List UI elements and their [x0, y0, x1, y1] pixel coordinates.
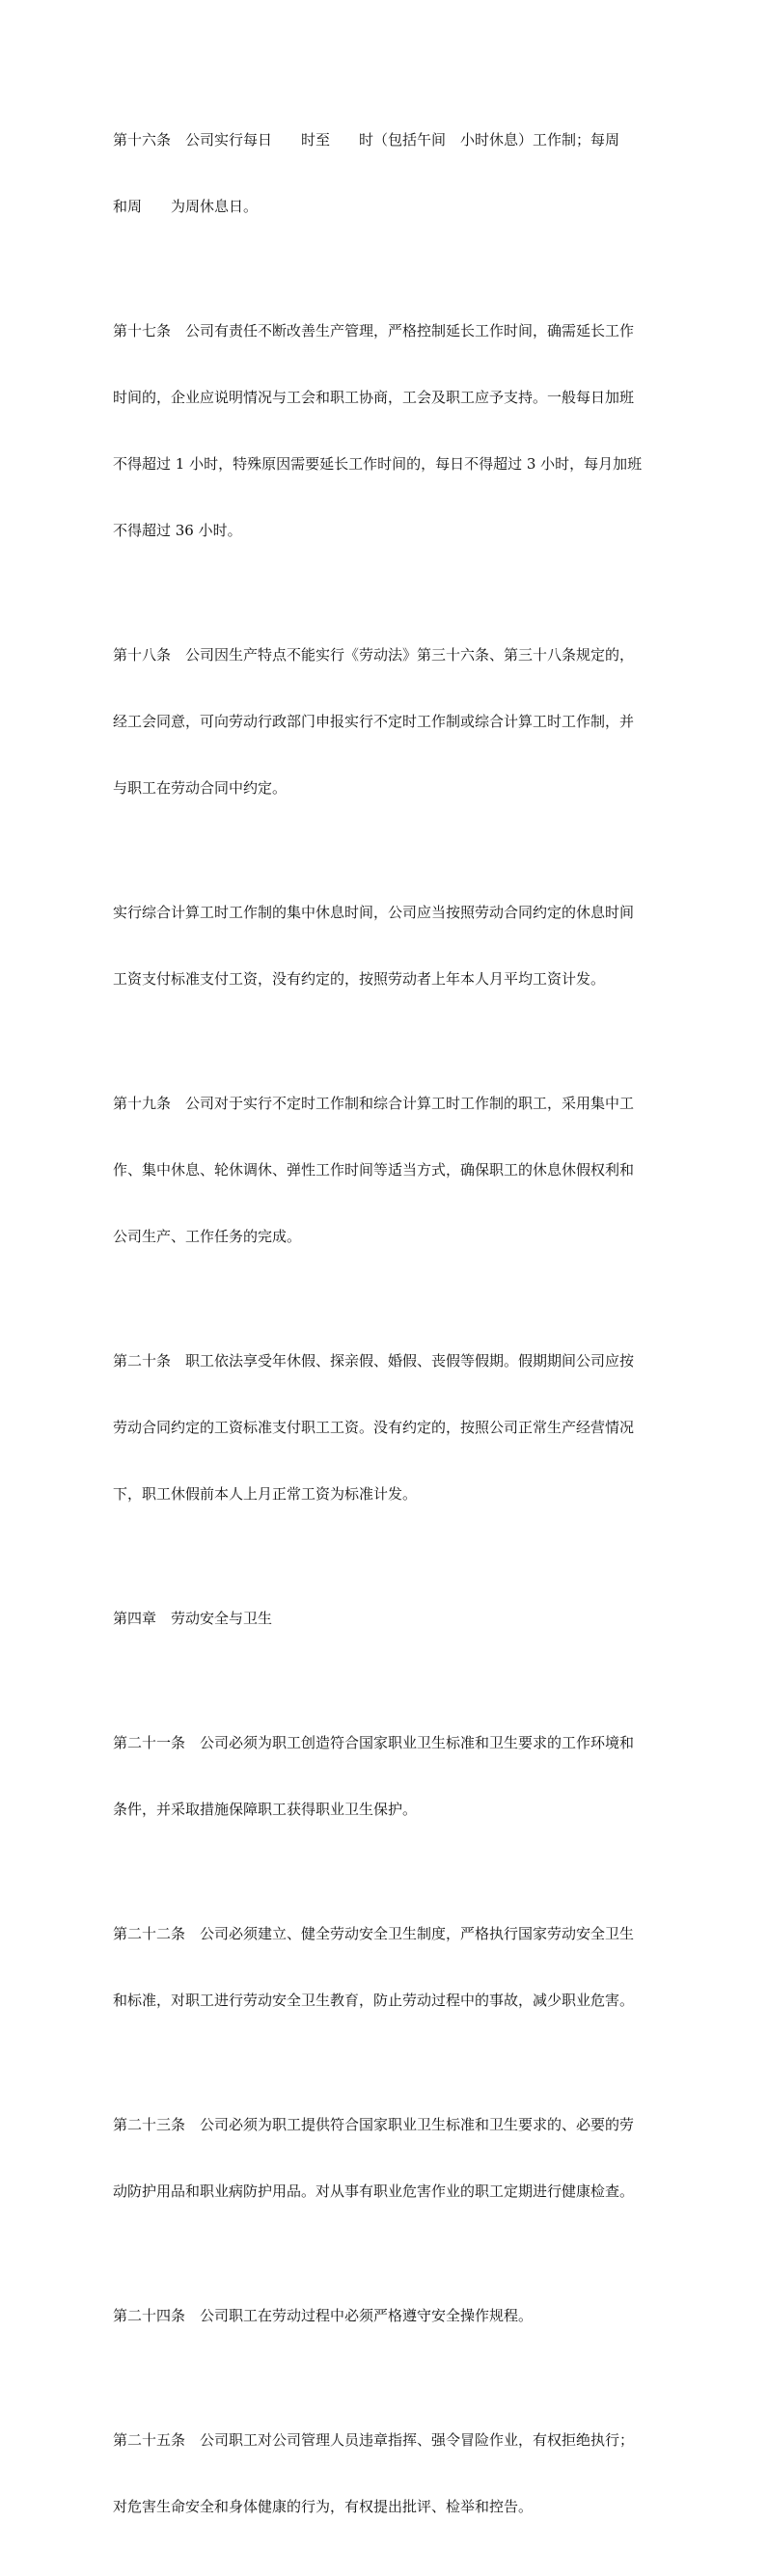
- article-25: [113, 2385, 665, 2562]
- article-18: [113, 600, 665, 844]
- text-line: 条件，并采取措施保障职工获得职业卫生保护。: [113, 1801, 418, 1818]
- text-line: 作、集中休息、轮休调休、弹性工作时间等适当方式，确保职工的休息休假权利和: [113, 1161, 635, 1179]
- text-line: 不得超过 1 小时，特殊原因需要延长工作时间的，每日不得超过 3 小时，每月加班: [113, 455, 643, 473]
- article-24: [113, 2261, 665, 2372]
- text-line: 第二十三条 公司必须为职工提供符合国家职业卫生标准和卫生要求的、必要的劳: [113, 2116, 635, 2133]
- text-line: 第十六条 公司实行每日 时至 时（包括午间 小时休息）工作制；每周: [113, 131, 620, 149]
- text-line: 不得超过 36 小时。: [113, 522, 242, 539]
- text-line: 时间的，企业应说明情况与工会和职工协商，工会及职工应予支持。一般每日加班: [113, 389, 635, 406]
- text-line: 第十九条 公司对于实行不定时工作制和综合计算工时工作制的职工，采用集中工: [113, 1095, 635, 1112]
- article-17: [113, 276, 665, 586]
- article-16: [113, 85, 665, 262]
- text-line: 第十七条 公司有责任不断改善生产管理，严格控制延长工作时间，确需延长工作: [113, 322, 635, 339]
- text-line: 劳动合同约定的工资标准支付职工工资。没有约定的，按照公司正常生产经营情况: [113, 1419, 635, 1436]
- text-line: 动防护用品和职业病防护用品。对从事有职业危害作业的职工定期进行健康检查。: [113, 2183, 635, 2200]
- document-page: [113, 85, 665, 2576]
- text-line: 下，职工休假前本人上月正常工资为标准计发。: [113, 1485, 418, 1503]
- text-line: 第二十二条 公司必须建立、健全劳动安全卫生制度，严格执行国家劳动安全卫生: [113, 1925, 635, 1942]
- text-line: 经工会同意，可向劳动行政部门申报实行不定时工作制或综合计算工时工作制，并: [113, 713, 635, 730]
- text-line: 和周 为周休息日。: [113, 198, 259, 215]
- text-line: 工资支付标准支付工资，没有约定的，按照劳动者上年本人月平均工资计发。: [113, 970, 606, 988]
- article-23: [113, 2070, 665, 2247]
- text-line: 实行综合计算工时工作制的集中休息时间，公司应当按照劳动合同约定的休息时间: [113, 904, 635, 921]
- text-line: 与职工在劳动合同中约定。: [113, 779, 288, 797]
- text-line: 公司生产、工作任务的完成。: [113, 1228, 302, 1245]
- text-line: 第十八条 公司因生产特点不能实行《劳动法》第三十六条、第三十八条规定的，: [113, 646, 635, 664]
- article-20: [113, 1306, 665, 1550]
- text-line: 第二十一条 公司必须为职工创造符合国家职业卫生标准和卫生要求的工作环境和: [113, 1734, 635, 1751]
- text-line: 对危害生命安全和身体健康的行为，有权提出批评、检举和控告。: [113, 2498, 534, 2515]
- article-19: [113, 1048, 665, 1292]
- text-line: 第二十四条 公司职工在劳动过程中必须严格遵守安全操作规程。: [113, 2307, 534, 2324]
- text-line: 和标准，对职工进行劳动安全卫生教育，防止劳动过程中的事故，减少职业危害。: [113, 1992, 635, 2009]
- text-line: 第二十五条 公司职工对公司管理人员违章指挥、强令冒险作业，有权拒绝执行；: [113, 2431, 635, 2449]
- chapter-4-heading: [113, 1563, 665, 1674]
- article-22: [113, 1879, 665, 2056]
- text-line: 第二十条 职工依法享受年休假、探亲假、婚假、丧假等假期。假期期间公司应按: [113, 1352, 635, 1369]
- text-line: 第四章 劳动安全与卫生: [113, 1610, 273, 1627]
- article-18-supplement: [113, 857, 665, 1035]
- article-21: [113, 1688, 665, 1865]
